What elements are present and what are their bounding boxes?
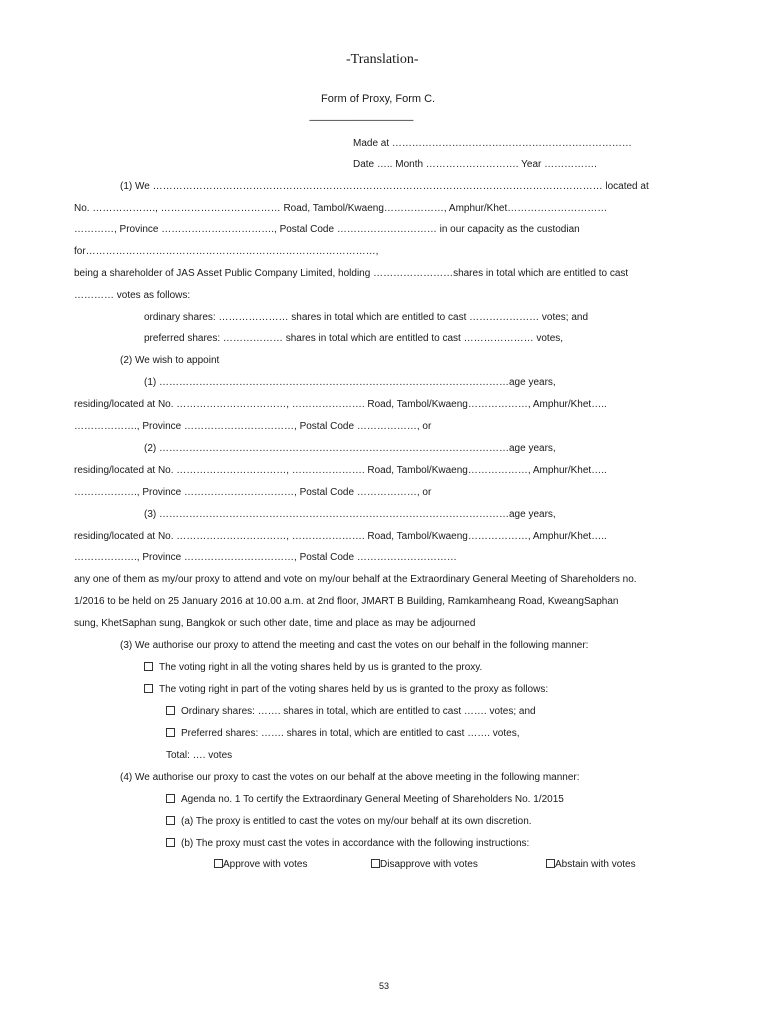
disapprove-option[interactable] (371, 859, 478, 871)
made-at-field: Made at ……………………………………………………………… (353, 138, 632, 149)
proxy-2-address: residing/located at No. ……………………………, …………………. Road, Tambol/Kwaeng………………, Amphur/Khet….. (74, 465, 607, 476)
preferred-shares-label: Preferred shares: ……. shares in total, which are entitled to cast ……. votes, (181, 728, 520, 739)
meeting-paragraph-line-1: any one of them as my/our proxy to attend and vote on my/our behalf at the Extraordinary General Meeting of Shareholders no. (74, 574, 637, 585)
agenda-1-label: Agenda no. 1 To certify the Extraordinary General Meeting of Shareholders No. 1/2015 (181, 794, 564, 805)
option-a-discretion[interactable] (166, 816, 532, 828)
abstain-option[interactable] (546, 859, 636, 871)
discretion-checkbox[interactable] (166, 816, 175, 825)
proxy-2-province: ………………., Province ……………………………, Postal Code ………………, or (74, 487, 432, 498)
proxy-3-province: ………………., Province ……………………………, Postal Code ………………………… (74, 552, 457, 563)
part-shares-checkbox[interactable] (144, 684, 153, 693)
approve-checkbox[interactable] (214, 859, 223, 868)
abstain-checkbox[interactable] (546, 859, 555, 868)
custodian-for-field: for……………………………………………………………………………, (74, 246, 379, 257)
agenda-1-checkbox[interactable] (166, 794, 175, 803)
proxy-1-address: residing/located at No. ……………………………, …………………. Road, Tambol/Kwaeng………………, Amphur/Khet….. (74, 399, 607, 410)
shareholder-statement: being a shareholder of JAS Asset Public Company Limited, holding ……………………shares in total which are entitled to cast (74, 268, 629, 279)
instructions-checkbox[interactable] (166, 838, 175, 847)
option-part-shares[interactable] (144, 684, 548, 696)
form-title: Form of Proxy, Form C. (321, 93, 436, 105)
page-number: 53 (379, 981, 390, 991)
authorise-vote-heading: (4) We authorise our proxy to cast the votes on our behalf at the above meeting in the following manner: (120, 772, 580, 783)
date-field: Date ….. Month ………………………. Year ……………. (353, 159, 597, 170)
proxy-1-province: ………………., Province ……………………………, Postal Code ………………, or (74, 421, 432, 432)
approve-label: Approve with votes (223, 859, 308, 870)
title-underline: ---------------------------------------------------- (309, 115, 413, 125)
agenda-1-option[interactable] (166, 794, 564, 806)
address-line-2: …………, Province ……………………………., Postal Code ………………………… in our capacity as the custodian (74, 224, 580, 235)
disapprove-checkbox[interactable] (371, 859, 380, 868)
total-votes-line: Total: …. votes (166, 750, 233, 761)
we-field: (1) We ……………………………………………………………………………………………………………………… located at (120, 181, 649, 192)
authorise-attend-heading: (3) We authorise our proxy to attend the meeting and cast the votes on our behalf in the following manner: (120, 640, 589, 651)
proxy-3-name: (3) ……………………………………………………………………………………………age years, (144, 509, 556, 520)
proxy-1-name: (1) ……………………………………………………………………………………………age years, (144, 377, 556, 388)
preferred-shares-checkbox[interactable] (166, 728, 175, 737)
all-shares-label: The voting right in all the voting shares held by us is granted to the proxy. (159, 662, 483, 673)
appoint-heading: (2) We wish to appoint (120, 355, 220, 366)
disapprove-label: Disapprove with votes (380, 859, 478, 870)
ordinary-shares-line: ordinary shares: ………………… shares in total which are entitled to cast ………………… votes; and (144, 312, 589, 323)
votes-as-follows: ………… votes as follows: (74, 290, 191, 301)
address-line-1: No. ………………., ……………………………… Road, Tambol/Kwaeng………………, Amphur/Khet………………………… (74, 203, 608, 214)
option-preferred-shares[interactable] (166, 728, 519, 740)
proxy-3-address: residing/located at No. ……………………………, …………………. Road, Tambol/Kwaeng………………, Amphur/Khet….. (74, 531, 607, 542)
proxy-2-name: (2) ……………………………………………………………………………………………age years, (144, 443, 556, 454)
discretion-label: (a) The proxy is entitled to cast the votes on my/our behalf at its own discretion. (181, 816, 532, 827)
abstain-label: Abstain with votes (555, 859, 636, 870)
preferred-shares-line: preferred shares: ……………… shares in total which are entitled to cast ………………… votes, (144, 333, 564, 344)
ordinary-shares-checkbox[interactable] (166, 706, 175, 715)
option-b-instructions[interactable] (166, 838, 529, 850)
approve-option[interactable] (214, 859, 308, 871)
part-shares-label: The voting right in part of the voting shares held by us is granted to the proxy as follows: (159, 684, 549, 695)
meeting-paragraph-line-3: sung, KhetSaphan sung, Bangkok or such other date, time and place as may be adjourned (74, 618, 476, 629)
all-shares-checkbox[interactable] (144, 662, 153, 671)
option-all-shares[interactable] (144, 662, 482, 674)
meeting-paragraph-line-2: 1/2016 to be held on 25 January 2016 at 10.00 a.m. at 2nd floor, JMART B Building, Ramkamheang Road, KweangSaphan (74, 596, 619, 607)
instructions-label: (b) The proxy must cast the votes in accordance with the following instructions: (181, 838, 530, 849)
document-heading: -Translation- (346, 52, 419, 67)
ordinary-shares-label: Ordinary shares: ……. shares in total, which are entitled to cast ……. votes; and (181, 706, 536, 717)
option-ordinary-shares[interactable] (166, 706, 536, 718)
